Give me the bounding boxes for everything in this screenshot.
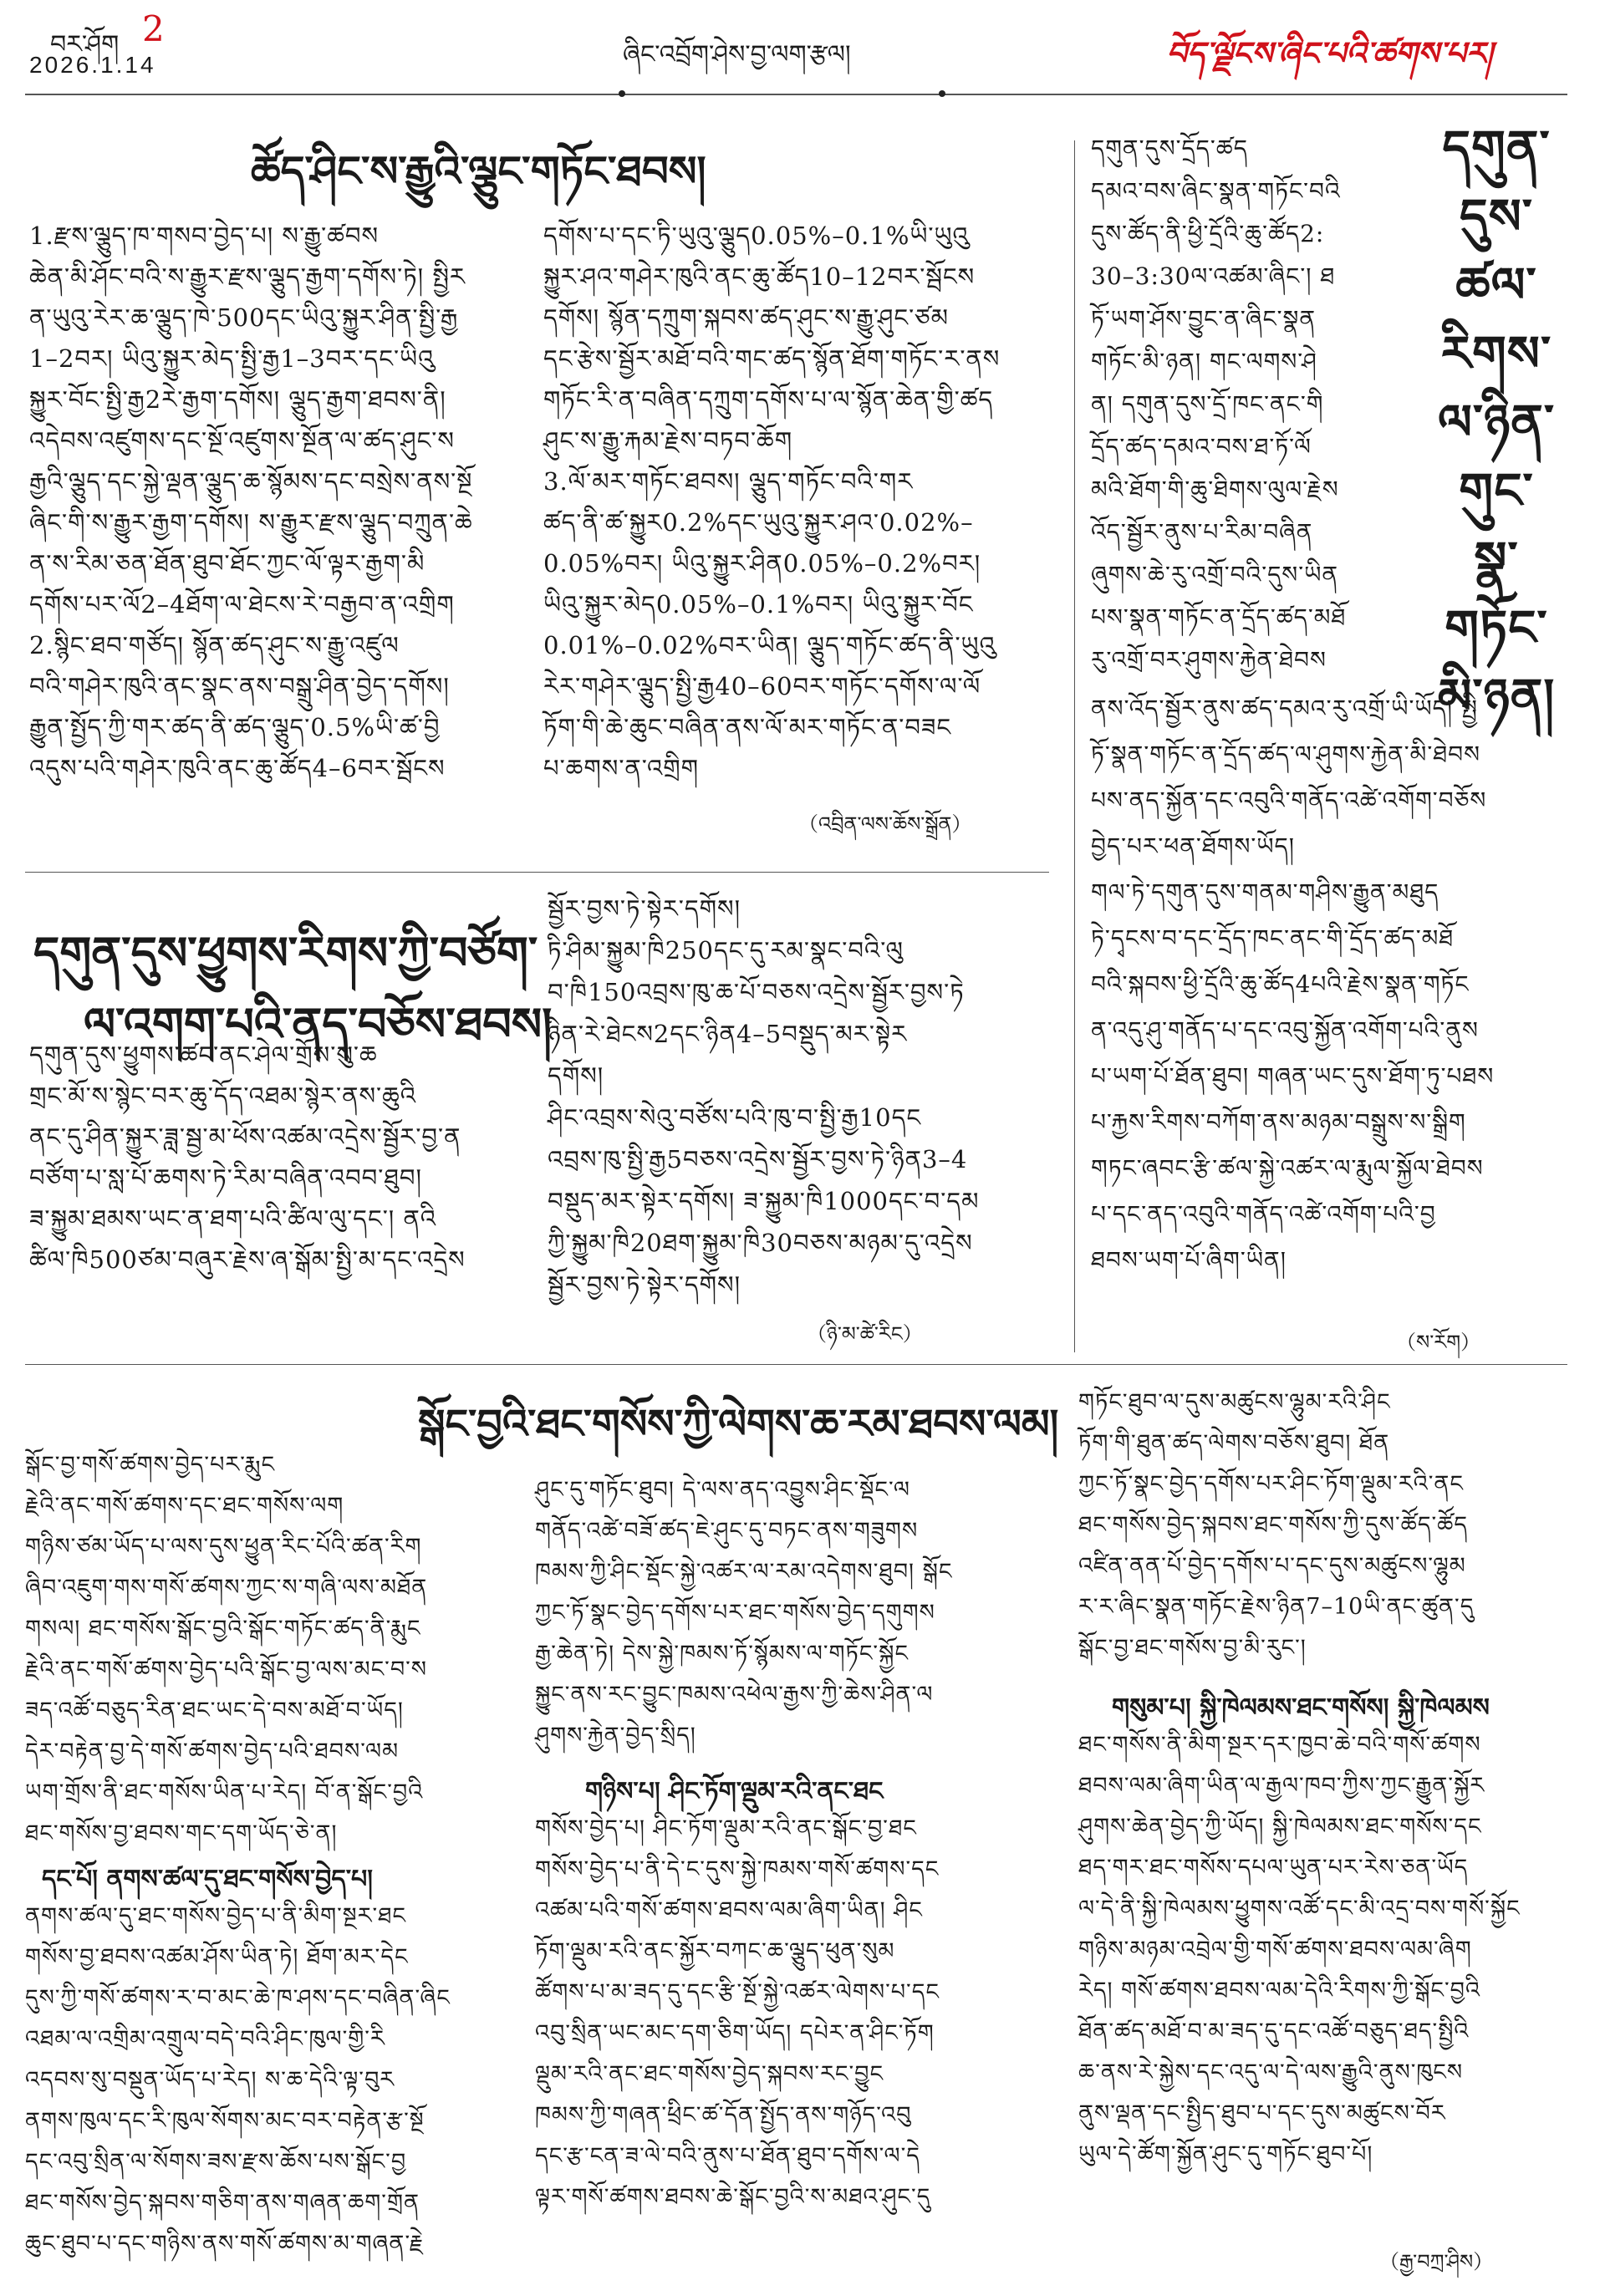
text-line: ཚོགས་པ་མ་ཟད་དུ་དང་རྩི་སྔོ་སྐྱེ་འཚར་ལེགས་པ་དང [535,1979,940,2005]
text-line: དུས་ཀྱི་གསོ་ཚགས་ར་བ་མང་ཆེ་ཁ་ཤས་དང་བཞིན་ཞིང [25,1985,451,2011]
text-line: འདུས་པའི་གཤེར་ཁུའི་ནང་ཆུ་ཚོད4–6བར་སྦོངས [29,754,446,782]
text-line: ཐད་གར་ཐང་གསོས་དཔལ་ཡུན་པར་རེས་ཅན་ཡོད [1078,1855,1469,1881]
text-line: ཡག་གྲོས་ནི་ཐང་གསོས་ཡིན་པ་རེད། བོ་ན་སྒོང་བྱའི [25,1779,424,1805]
masthead: བོད་ལྗོངས་ཞིང་པའི་ཚགས་པར། [1166,34,1493,72]
text-line: རྗེའི་ནང་གསོ་ཚགས་དང་ཐང་གསོས་ལག [25,1493,344,1519]
text-line: 3.ལོ་མར་གཏོང་ཐབས། ལྕུད་གཏོང་བའི་གར [543,467,914,496]
text-line: ཏི་ཤིམ་སྐྱུམ་ཁི250དང་དུ་རམ་སྣང་བའི་ལུ [548,936,904,965]
text-line: བཙོག་པ་སླ་པོ་ཆགས་ཏེ་རིམ་བཞིན་འབབ་ཐུབ། [29,1163,422,1192]
text-line: འཚམ་པའི་གསོ་ཚགས་ཐབས་ལམ་ཞིག་ཡིན། ཤིང [535,1897,923,1923]
text-line: གསོས་བྱེད་པ། ཤིང་ཏོག་ལྡུམ་རའི་ནང་སྒོང་བྱ་ཐང [535,1815,917,1841]
text-line: 30–3:30ལ་འཚམ་ཞིང་། ཐ [1091,262,1336,290]
text-line: ཤིང་འབྲས་སེའུ་བཙོས་པའི་ཁུ་བ་སྤྱི་རྒྱ10དང [548,1103,922,1132]
text-line: ཐང་གསོས་བྱེད་སྐབས་ཐང་གསོས་ཀྱི་དུས་ཚོད་ཚོད [1078,1512,1468,1538]
text-line: གྲང་མོ་ས་སྙེང་བར་ཆུ་དོད་འཐམ་སྙེར་ནས་ཆུའི [29,1082,417,1110]
vertical-title-line: ལ་ཉིན་ [1437,394,1556,451]
text-line: འཐམ་ལ་འགྲིམ་འགྲུལ་བདེ་བའི་ཤིང་ཁུལ་གྱི་རི [25,2026,385,2052]
text-line: ན་འདུ་ཤུ་གནོད་པ་དང་འབུ་སྐྱོན་འགོག་པའི་ནུས [1091,1016,1479,1044]
text-line: ནགས་ཚལ་དུ་ཐང་གསོས་བྱེད་པ་ནི་མིག་སྔར་ཐང [25,1903,407,1929]
text-line: གཏང་ཞབང་རྩི་ཚལ་སྐྱེ་འཚར་ལ་རྨུལ་སྐྱོལ་ཐེབས [1091,1154,1484,1182]
section-heading: གཉིས་པ། ཤིང་ཏོག་ལྡུམ་རའི་ནང་ཐང [585,1777,884,1806]
text-line: ཏོག་གི་ཐུན་ཚད་ལེགས་བཅོས་ཐུབ། ཐོན [1078,1430,1390,1456]
divider-v-top [1074,140,1075,1352]
page-number: 2 [142,8,165,49]
text-line: ཁམས་ཀྱི་གཞན་ཕྲིང་ཚ་དོན་སྤྱོད་ནས་གཉོད་འབུ [535,2102,912,2128]
text-line: ཐབས་ཡག་པོ་ཞིག་ཡིན། [1091,1246,1287,1274]
text-line: དགུན་དུས་དྲོད་ཚད [1091,135,1248,162]
text-line: འབྲས་ཁུ་སྤྱི་རྒྱ5བཅས་འདྲེས་སྦྱོར་བྱས་ཏེ་ཉིན3–4 [548,1145,968,1173]
text-line: ནགས་ཁུལ་དང་རི་ཁུལ་སོགས་མང་བར་བརྟེན་རྩ་སྔོ [25,2108,425,2134]
text-line: ཟ་སྐྱུམ་ཐམས་ཡང་ན་ཐག་པའི་ཚིལ་ལུ་དང་། ནའི [29,1204,437,1233]
vertical-title-line: སྣ་ [1474,531,1519,588]
article-credit: （ས་རོག） [1396,1331,1481,1354]
text-line: ཁམས་ཀྱི་ཤིང་སྡོང་སྐྱེ་འཚར་ལ་རམ་འདེགས་ཐུབ། སྒོང [535,1559,953,1585]
text-line: དགུན་དུས་ཕྱུགས་ཚང་ནང་ཤེལ་གྲོས་སུ་ཆ [29,1041,378,1069]
text-line: ཐོན་ཚད་མཐོ་བ་མ་ཟད་དུ་དང་འཚོ་བཅུད་ཐད་སྤྱིའི [1078,2019,1470,2044]
text-line: དང་རྩེས་སྦྱོར་མཐོ་བའི་གང་ཚད་སྙོན་ཐོག་གཏོང་ར་ནས [543,344,1001,373]
text-line: དུས་ཚོད་ནི་ཕྱི་དྲོའི་ཆུ་ཚོད2: [1091,220,1325,247]
text-line: དེར་བརྟེན་བྱ་དེ་གསོ་ཚགས་བྱེད་པའི་ཐབས་ལམ [25,1739,400,1764]
text-line: དགོས། སྙོན་དཀྲུག་སྐབས་ཚད་ཤུང་ས་རྒྱུ་ཤུང་ཙམ [543,303,949,332]
text-line: ཡིའུ་སྐྱུར་མེད0.05%–0.1%བར། ཡིའུ་སྐྱུར་བོང [543,590,974,619]
text-line: བྱེད་པར་ཕན་ཐོགས་ཡོད། [1091,832,1295,860]
text-line: བསྡུད་མར་སྟེར་དགོས། ཟ་སྐྱུམ་ཁི1000དང་བ་དམ [548,1187,980,1215]
text-line: ཞུགས་ཆེ་རུ་འགྲོ་བའི་དུས་ཡིན [1091,561,1339,588]
text-line: གནོད་འཚེ་བཟོ་ཚད་ཇེ་ཤུང་དུ་བཏང་ནས་གཟུགས [535,1518,919,1544]
text-line: གཏོང་ཐུབ་ལ་དུས་མཚུངས་ལྷུམ་རའི་ཤིང [1078,1389,1391,1415]
text-line: བའི་སྐབས་ཕྱི་དྲོའི་ཆུ་ཚོད4པའི་རྗེས་སྣན་གཏོང [1091,970,1470,998]
text-line: གསལ། ཐང་གསོས་སྒོང་བྱའི་སྒོང་གཏོང་ཚད་ནི་རྨུང [25,1616,421,1642]
text-line: དགོས་པར་ལོ2–4ཐོག་ལ་ཐེངས་རེ་བརྒྱབ་ན་འགྲིག [29,590,455,619]
text-line: ཏོག་གི་ཆེ་ཆུང་བཞིན་ནས་ལོ་མར་གཏོང་ན་བཟང [543,713,952,741]
text-line: དྲོད་ཚད་དམའ་བས་ཐ་ཏོ་ལོ [1091,433,1312,461]
text-line: སྐྱུང་ནས་རང་བྱུང་ཁམས་འཕེལ་རྒྱས་ཀྱི་ཆེས་ཤིན་ལ [535,1682,934,1708]
text-line: པ་རྐྱས་རིགས་བཀོག་ནས་མཉམ་བསྒྲུས་ས་སྒྲིག [1091,1108,1466,1136]
text-line: ཆེན་མི་ཤོང་བའི་ས་རྒྱུར་རྫས་ལྕུད་རྒྱག་དགོས་ཏེ། སྤྱིར [29,262,466,291]
text-line: སྐྱུར་ཤའ་གཤེར་ཁུའི་ནང་ཆུ་ཚོད10–12བར་སྦོངས [543,262,976,291]
text-line: ཐང་གསོས་བྱེད་སྐབས་གཅིག་ནས་གཞན་ཆག་གྲོན [25,2190,420,2216]
text-line: ཞིང་གི་ས་རྒྱུར་རྒྱག་དགོས། ས་རྒྱུར་རྫས་ལྕུད་བཀྲུན་ཆེ [29,508,473,537]
vertical-title-line: རིགས་ [1440,325,1552,382]
text-line: མའི་ཐོག་གི་ཆུ་ཐིགས་ལུལ་རྗེས [1091,476,1339,503]
text-line: ལྡུམ་རའི་ནང་ཐང་གསོས་བྱེད་སྐབས་རང་བྱུང [535,2061,884,2087]
vertical-title-line: དུས་ [1460,188,1533,245]
header-dot-right [939,90,945,97]
text-line: ཉིན་རེ་ཐེངས2དང་ཉིན4–5བསྡུད་མར་སྟེར [548,1020,908,1048]
text-line: ར་ར་ཞིང་སྣན་གཏོང་རྗེས་ཉིན7–10ཡི་ནང་ཚུན་དུ [1078,1594,1475,1620]
page-label: བར་ཤོག [50,30,120,59]
text-line: ཏོག་ལྡུམ་རའི་ནང་སྐྱོར་བཀང་ཆ་ལྕུད་ཕུན་སུམ [535,1938,895,1964]
article-title: སྒོང་བྱའི་ཐང་གསོས་ཀྱི་ལེགས་ཆ་རམ་ཐབས་ལམ། [418,1401,1059,1448]
text-line: འཛིན་ནན་པོ་བྱེད་དགོས་པ་དང་དུས་མཚུངས་ལྷུམ [1078,1553,1466,1579]
text-line: སྦྱོར་བྱས་ཏེ་སྟེར་དགོས། [548,894,741,923]
text-line: ཀྱང་ཏོ་སྣང་བྱེད་དགོས་པར་ཐང་གསོས་བྱེད་དགུགས [535,1600,935,1626]
text-line: པ་ཆགས་ན་འགྲིག [543,754,700,782]
vertical-title-line: ཚལ་ [1455,257,1537,313]
text-line: 1–2བར། ཡིའུ་སྐྱུར་མེད་སྤྱི་རྒྱ1–3བར་དང་ཡིའུ [29,344,435,373]
page-header [0,0,1605,92]
article-title-line1: དགུན་དུས་ཕྱུགས་རིགས་ཀྱི་བཙོག་ [33,926,538,980]
text-line: སྒོང་བྱ་གསོ་ཚགས་བྱེད་པར་རྨུང [25,1452,276,1478]
text-line: གཏོང་རི་ན་བཞིན་དཀྲུག་དགོས་པ་ལ་སྙོན་ཆེན་གྱི་ཚད [543,385,994,414]
text-line: ཡུལ་དེ་ཚོག་སྐྱོན་ཤུང་དུ་གཏོང་ཐུབ་པོ། [1078,2141,1373,2167]
text-line: ཆ་ནས་རེ་སྐྱེས་དང་འདུ་ལ་དེ་ལས་རྒྱུའི་ནུས་ཁུངས [1078,2059,1464,2085]
text-line: ན། དགུན་དུས་དྲོ་ཁང་ནང་གི [1091,390,1324,418]
text-line: དགོས་པ་དང་ཏི་ཡུའུ་ལྕུད0.05%–0.1%ཡི་ཡུའུ [543,221,970,250]
text-line: འདེབས་འཛུགས་དང་སྔོ་འཛུགས་སྔོན་ལ་ཚད་ཤུང་ས [29,426,455,455]
article-credit: （རྒྱ་བཀྲ་ཤིས） [1379,2250,1494,2273]
text-line: 1.རྫས་ལྕུད་ཁ་གསབ་བྱེད་པ། ས་རྒྱུ་ཚབས [29,221,380,250]
text-line: ཀྱང་ཏོ་སྣང་བྱེད་དགོས་པར་ཤིང་ཏོག་ལྡུམ་རའི་ནང [1078,1471,1465,1497]
text-line: ཤུགས་ཆེན་བྱེད་ཀྱི་ཡོད། སྐྱི་ཁེལམས་ཐང་གསོས་དང [1078,1814,1482,1840]
divider-h2 [25,1364,1567,1365]
text-line: བ་ཁི150འབྲས་ཁུ་ཆ་པོ་བཅས་འདྲེས་སྦྱོར་བྱས་ཏེ [548,978,965,1006]
article-title-line2: ལ་འགག་པའི་ནད་བཅོས་ཐབས། [84,997,553,1051]
text-line: གཉིས་ཙམ་ཡོད་པ་ལས་དུས་ཕྱུན་རིང་པོའི་ཚན་རིག [25,1534,422,1560]
section-title: ཞིང་འབྲོག་ཤེས་བྱ་ལག་རྩལ། [623,40,851,69]
text-line: ཐང་གསོས་ནི་མིག་སྔར་དར་ཁྱབ་ཆེ་བའི་གསོ་ཚགས [1078,1732,1481,1758]
text-line: ཚིལ་ཁི500ཙམ་བཞུར་རྗེས་ཞ་སྒོམ་སྤྱི་མ་དང་འདྲེས [29,1245,466,1274]
article-fertilizer [0,109,1053,861]
text-line: པ་དང་ནད་འབུའི་གནོད་འཚེ་འགོག་པའི་བྱ [1091,1200,1436,1228]
text-line: ན་ཡུའུ་རེར་ཆ་ལྕུད་ཁེ་500དང་ཡིའུ་སྐྱུར་ཤིན་སྤྱི་རྒྱ [29,303,459,332]
text-line: 0.05%བར། ཡིའུ་སྐྱུར་ཤིན0.05%–0.2%བར། [543,549,981,578]
text-line: རེད། གསོ་ཚགས་ཐབས་ལམ་དེའི་རིགས་ཀྱི་སྒོང་བྱའི [1078,1978,1480,2003]
text-line: ཟད་འཚོ་བཅུད་རིན་ཐང་ཡང་དེ་བས་མཐོ་བ་ཡོད། [25,1698,404,1723]
text-line: ཤུང་དུ་གཏོང་ཐུབ། དེ་ལས་ནད་འབྱུས་ཤིང་སྡོང་ལ [535,1477,910,1503]
text-line: ཆུང་ཐུབ་པ་དང་གཉིས་ནས་གསོ་ཚགས་མ་གཞན་རྗེ [25,2231,425,2257]
text-line: ནུས་ལྡན་དང་སྤྱིད་ཐུབ་པ་དང་དུས་མཚུངས་བོར [1078,2100,1446,2126]
text-line: གསོས་བྱེད་པ་ནི་དེ་ང་དུས་སྐྱེ་ཁམས་གསོ་ཚགས་དང [535,1856,940,1882]
text-line: ཏོ་ཡག་ཤོས་བྱུང་ན་ཞིང་སྣན [1091,305,1317,333]
text-line: དང་འབུ་སྲིན་ལ་སོགས་ཟས་རྫས་ཆོས་པས་སྒོང་བྱ [25,2149,407,2175]
text-line: འོད་སྦྱོར་ནུས་པ་རིམ་བཞིན [1091,518,1313,546]
text-line: ལ་དེ་ནི་སྐྱི་ཁེལམས་ཕྱུགས་འཚོ་དང་མི་འདྲ་བས་གསོ་སྐྱོང [1078,1896,1521,1922]
text-line: ཏེ་དྭངས་བ་དང་དྲོད་ཁང་ནང་གི་དྲོད་ཚད་མཐོ [1091,924,1455,952]
text-line: གཉིས་མཉམ་འབྲེལ་གྱི་གསོ་ཚགས་ཐབས་ལམ་ཞིག [1078,1937,1472,1963]
text-line: རེར་གཤེར་ལྕུད་སྤྱི་རྒྱ40–60བར་གཏོང་དགོས་ལ་ལོ [543,672,981,700]
text-line: ཤུང་ས་རྒྱུ་རྐམ་རྗེས་བཏབ་ཆོག [543,426,793,455]
text-line: རྒྱུན་སྤྱོད་ཀྱི་གར་ཚད་ནི་ཚད་ལྕུད་0.5%ཡི་ཚ་བྱི [29,713,441,741]
text-line: ཤུགས་རྐྱེན་བྱེད་སྲིད། [535,1723,696,1749]
text-line: སྦྱོར་བྱས་ཏེ་སྟེར་དགོས། [548,1270,741,1299]
header-dot-left [619,90,625,97]
text-line: ཐབས་ལམ་ཞིག་ཡིན་ལ་རྒྱལ་ཁབ་ཀྱིས་ཀྱང་རྒྱུན་སྐྱོར [1078,1773,1485,1799]
text-line: གསོས་བྱ་ཐབས་འཚམ་ཤོས་ཡིན་ཏེ། ཐོག་མར་དེང [25,1944,409,1970]
text-line: འདབས་སུ་བསྡུན་ཡོད་པ་རེད། ས་ཆ་དེའི་ལྟ་བུར [25,2067,395,2093]
article-credit: （ཉི་མ་ཚེ་རིང） [807,1322,923,1346]
section-heading: དང་པོ། ནགས་ཚལ་དུ་ཐང་གསོས་བྱེད་པ། [42,1865,373,1894]
text-line: ཐང་གསོས་བྱ་ཐབས་གང་དག་ཡོད་ཅེ་ན། [25,1820,338,1846]
text-line: 0.01%–0.02%བར་ཡིན། ལྕུད་གཏོང་ཚད་ནི་ཡུའུ [543,631,996,659]
text-line: དགོས། [548,1061,604,1090]
text-line: དམའ་བས་ཞིང་སྣན་གཏོང་བའི [1091,177,1341,205]
text-line: བའི་གཤེར་ཁུའི་ནང་སྣང་ནས་བསྒྲུ་ཤིན་བྱེད་དགོས། [29,672,450,700]
article-credit: （འབྲིན་ལས་ཆོས་སྒྲོན） [798,812,972,836]
text-line: པ་ཡག་པོ་ཐོན་ཐུབ། གཞན་ཡང་དུས་ཐོག་ཏུ་པཐས [1091,1062,1495,1090]
vertical-title-line: དགུན་ [1442,120,1551,176]
text-line: ཏོ་སྣན་གཏོང་ན་དྲོད་ཚད་ལ་ཤུགས་རྐྱེན་མི་ཐེབས [1091,741,1480,768]
text-line: རུ་འགྲོ་བར་ཤུགས་རྐྱེན་ཐེབས [1091,646,1327,674]
text-line: ཞིབ་འཇུག་གས་གསོ་ཚགས་ཀྱང་ས་གཞི་ལས་མཐོན [25,1575,428,1601]
vertical-title-line: གཏོང་ [1444,599,1548,656]
text-line: ཚད་ནི་ཚ་སྐྱུར0.2%དང་ཡུའུ་སྐྱུར་ཤའ་0.02%– [543,508,974,537]
vertical-title-line: མི་ཉན། [1437,668,1556,725]
text-line: པས་ནད་སྐྱོན་དང་འབུའི་གནོད་འཚེ་འགོག་བཅོས [1091,787,1487,814]
text-line: ན་ས་རིམ་ཅན་ཐོན་ཐུབ་ཐོང་ཀྱང་ལོ་ལྟར་རྒྱག་མི [29,549,425,578]
article-chickens [0,1371,1605,2273]
text-line: ཀྱི་སྐྱུམ་ཁི20ཐག་སྐྱུམ་ཁི30བཅས་མཉམ་དུ་འདྲེས [548,1229,973,1257]
text-line: གལ་ཏེ་དགུན་དུས་གནམ་གཤིས་རྒྱུན་མཐུད [1091,878,1439,906]
text-line: ལྟར་གསོ་ཚགས་ཐབས་ཆེ་སྒོང་བྱའི་ས་མཐའ་ཤུང་དུ [535,2184,931,2210]
text-line: རྗེའི་ནང་གསོ་ཚགས་བྱེད་པའི་སྒོང་བྱ་ལས་མང་བ་ས [25,1657,428,1683]
text-line: སྐྱུར་བོང་སྤྱི་རྒྱ2རེ་རྒྱག་དགོས། ལྕུད་རྒྱག་ཐབས་ནི། [29,385,446,414]
article-title: ཚོད་ཤིང་ས་རྒྱུའི་ལྕུང་གཏོང་ཐབས། [251,146,706,196]
text-line: གཏོང་མི་ཉན། གང་ལགས་ཤེ [1091,348,1317,375]
vertical-title-line: གུང་ [1459,462,1534,519]
section-heading: གསུམ་པ། སྐྱི་ཁེལམས་ཐང་གསོས། སྐྱི་ཁེལམས [1112,1693,1490,1723]
text-line: 2.སྙིང་ཐབ་གཙོད། སྙོན་ཚད་ཤུང་ས་རྒྱུ་འཛུལ [29,631,400,659]
article-livestock [0,878,1053,1346]
text-line: པས་སྣན་གཏོང་ན་དྲོད་ཚད་མཐོ [1091,603,1347,631]
text-line: ནས་འོད་སྦྱོར་ནུས་ཚད་དམའ་རུ་འགྲོ་ཡི་ཡོད། སྤྱི [1091,695,1478,722]
text-line: ནང་དུ་ཤིན་སྐྱུར་ཟླ་སྦྱ་མ་ཕོས་འཚམ་འདྲེས་སྦྱོར་བྱ་ན [29,1123,461,1151]
header-rule [25,94,1567,95]
issue-date: 2026.1.14 [29,52,156,78]
article-vegetables [1078,109,1588,1354]
text-line: དང་རྩ་ངན་ཟ་ལེ་བའི་ནུས་པ་ཐོན་ཐུབ་དགོས་ལ་དེ [535,2143,920,2169]
text-line: རྒྱའི་ལྕུད་དང་སྐྱེ་ལྡན་ལྕུད་ཆ་སྙོམས་དང་བསྲེས་ནས་སྔོ [29,467,473,496]
text-line: སྒོང་བྱ་ཐང་གསོས་བྱ་མི་རུང་། [1078,1635,1307,1661]
divider-h1 [25,872,1049,873]
text-line: རྒྱ་ཆེན་ཏེ། དེས་སྐྱེ་ཁམས་ཏོ་སྙོམས་ལ་གཏོང་སྐྱོང [535,1641,909,1667]
text-line: འབུ་སྲིན་ཡང་མང་དག་ཅིག་ཡོད། དཔེར་ན་ཤིང་ཏོག [535,2020,935,2046]
